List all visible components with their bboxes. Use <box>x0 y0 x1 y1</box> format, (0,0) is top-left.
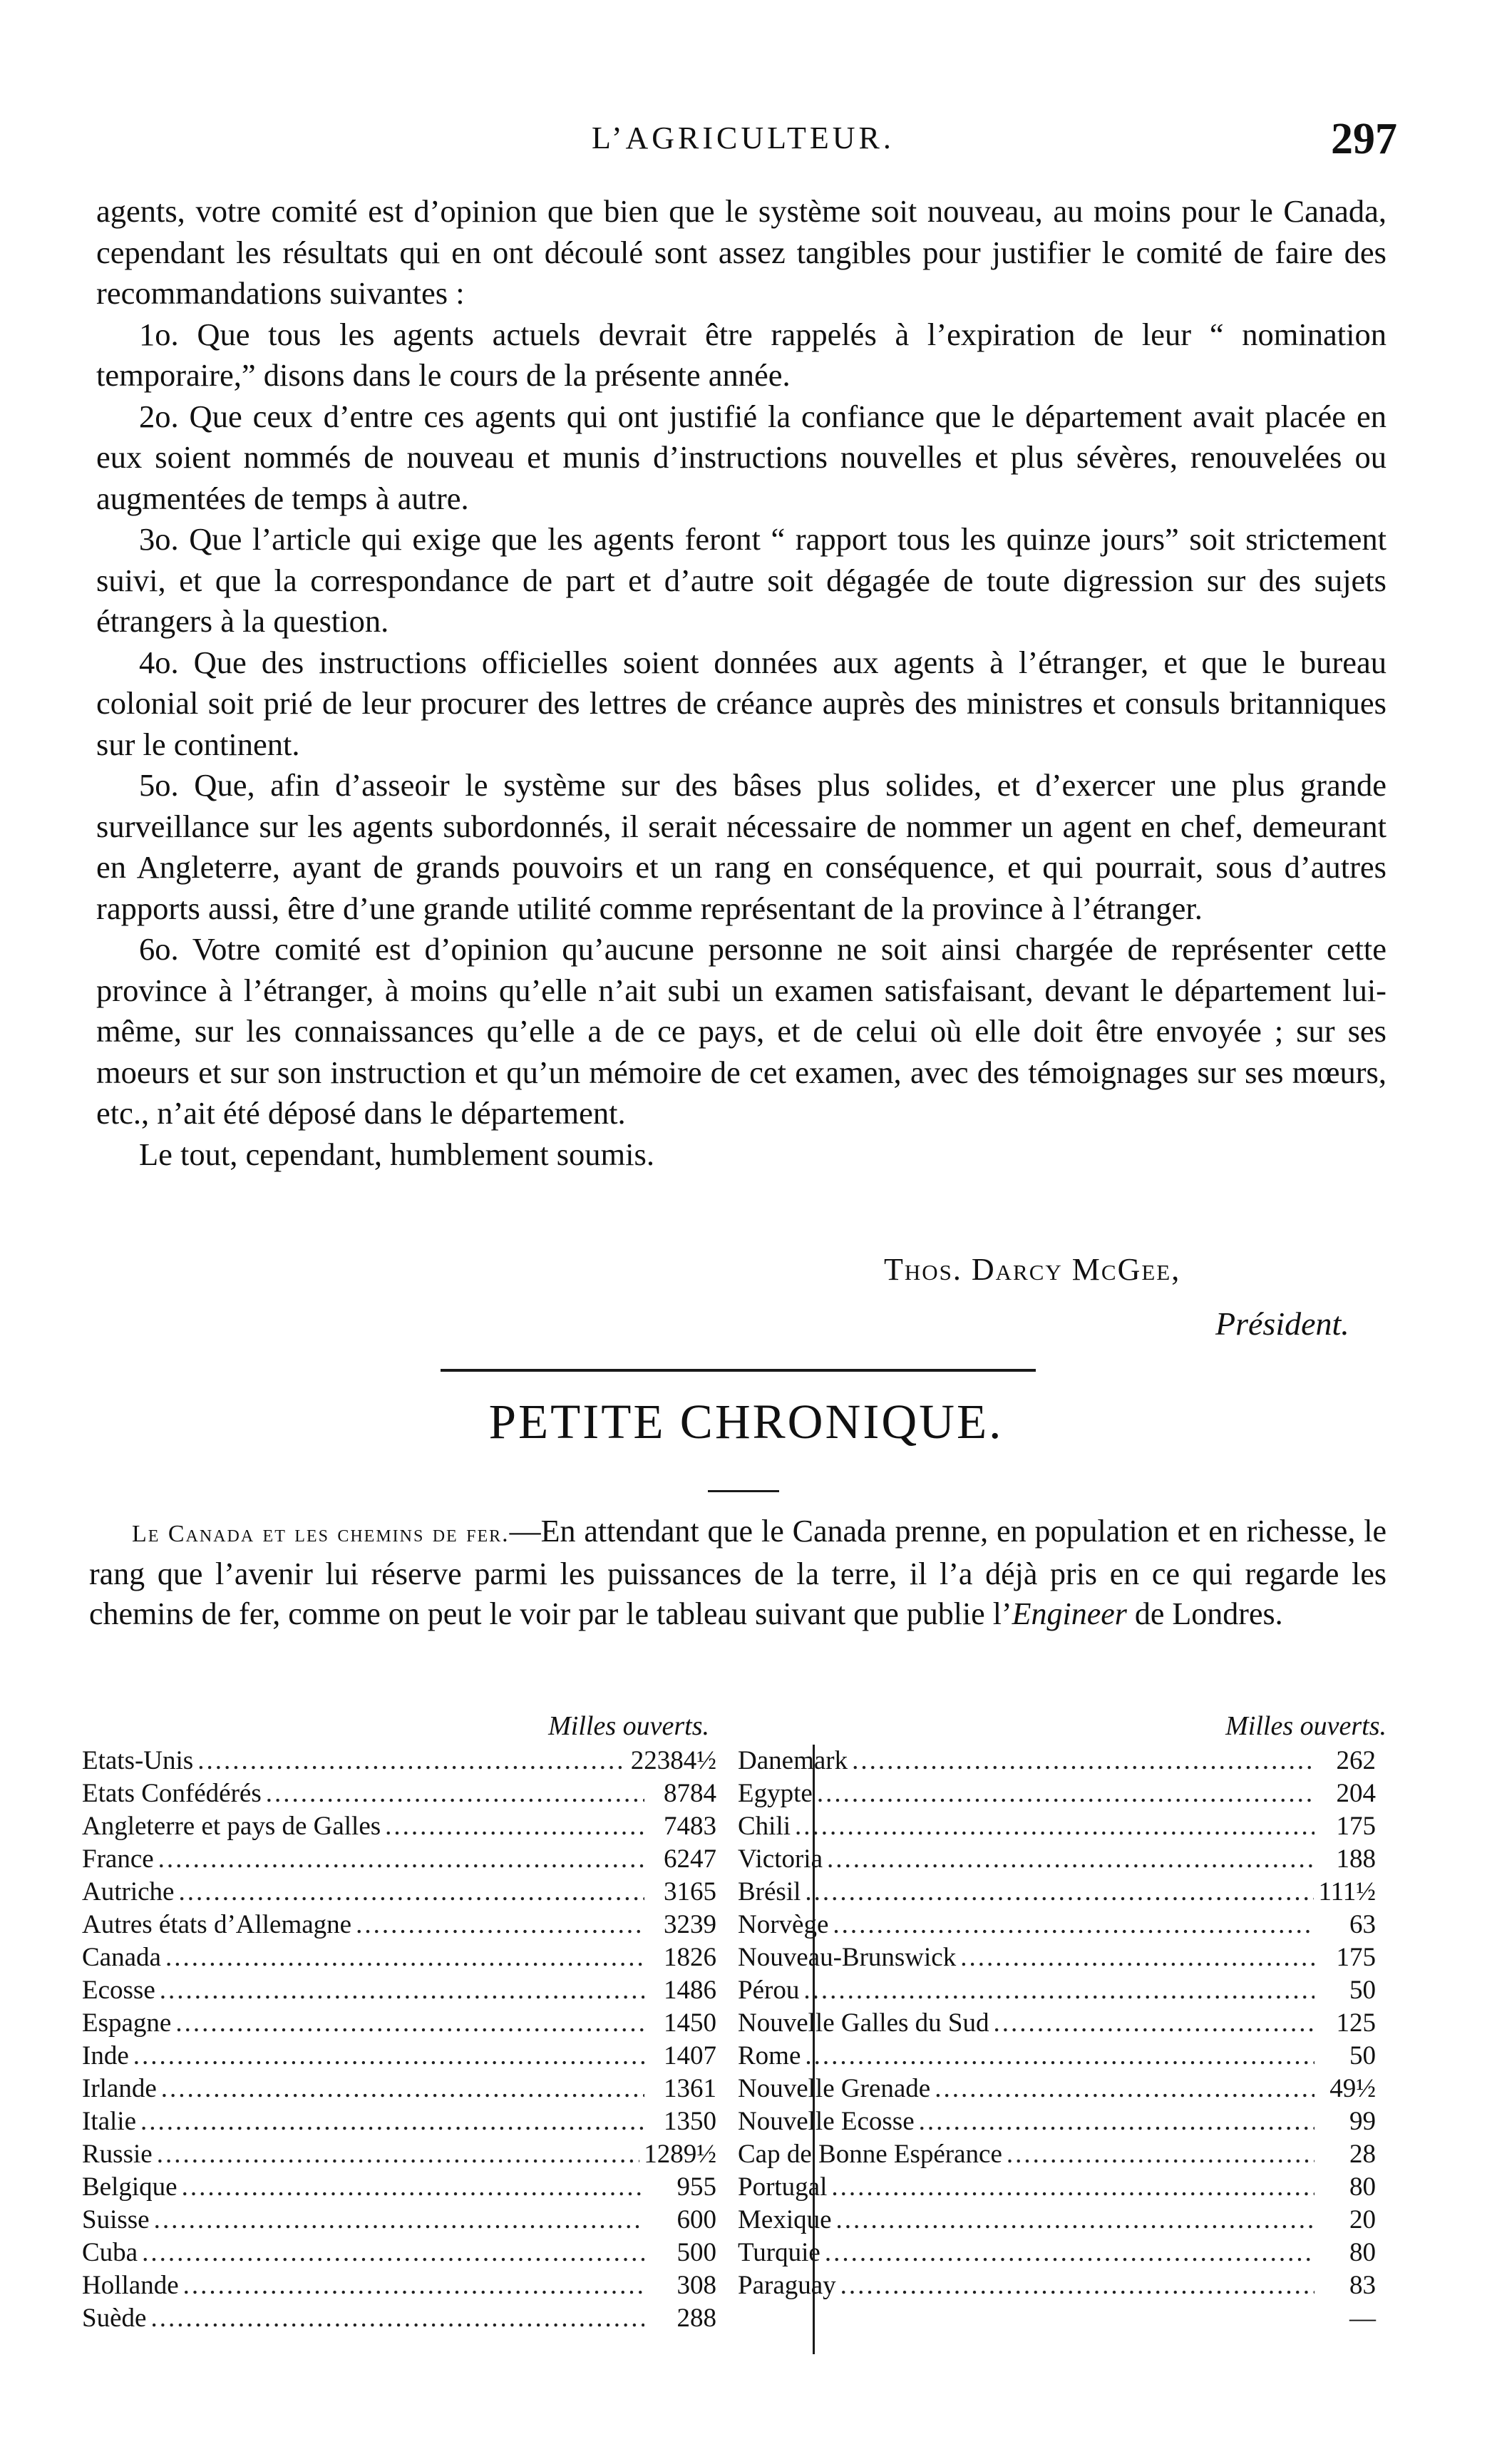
table-row <box>82 2171 716 2204</box>
country-name: Rome <box>738 2041 801 2070</box>
miles-value: 6247 <box>664 1844 716 1874</box>
country-name: Belgique <box>82 2172 178 2202</box>
leader-dots <box>836 2204 1314 2237</box>
leader-dots <box>827 1843 1314 1876</box>
miles-value: 188 <box>1336 1844 1376 1874</box>
country-name: Turquie <box>738 2238 820 2267</box>
leader-dots <box>960 1941 1314 1974</box>
table-row <box>82 2007 716 2040</box>
leader-dots <box>356 1909 644 1941</box>
table-row <box>738 2204 1394 2237</box>
table-row <box>738 1777 1394 1810</box>
country-name: Portugal <box>738 2172 828 2202</box>
country-name: Autres états d’Allemagne <box>82 1910 352 1939</box>
table-row <box>738 2302 1394 2335</box>
signature-name: Thos. Darcy McGee, <box>884 1252 1181 1287</box>
miles-value: 7483 <box>664 1812 716 1841</box>
miles-value: 20 <box>1349 2205 1376 2234</box>
country-name: Espagne <box>82 2008 172 2038</box>
miles-value: 80 <box>1349 2238 1376 2267</box>
table-row <box>738 2105 1394 2138</box>
miles-value: 500 <box>676 2238 716 2267</box>
recommendation-4: 4o. Que des instructions officielles soient données aux agents à l’étranger, et que le bureau colonial soit prié de leur procurer des lettres de créance auprès des ministres et consuls britanniques sur le continent. <box>96 644 1386 762</box>
leader-dots <box>197 1745 627 1777</box>
table-row <box>738 1745 1394 1777</box>
intro-lead: Le Canada et les chemins de fer. <box>132 1521 510 1547</box>
closing-line: Le tout, cependant, humblement soumis. <box>139 1136 654 1172</box>
table-row <box>82 2040 716 2073</box>
miles-value: 262 <box>1336 1746 1376 1775</box>
intro-text: —En attendant que le Canada prenne, en population et en richesse, le rang que l’avenir lui réserve parmi les puissances de la terre, il l’a déjà pris en ce qui regarde les chemins de fer, comme on peut le voir par le tableau suivant que publie l’ <box>89 1514 1386 1631</box>
miles-value: 204 <box>1336 1779 1376 1808</box>
country-name: Autriche <box>82 1877 175 1906</box>
table-row <box>82 2073 716 2105</box>
leader-dots <box>165 1941 644 1974</box>
miles-value: 50 <box>1349 1976 1376 2005</box>
miles-value: 1289½ <box>644 2140 716 2169</box>
leader-dots <box>833 1909 1314 1941</box>
miles-value: 80 <box>1349 2172 1376 2202</box>
table-row <box>738 2138 1394 2171</box>
leader-dots <box>183 2269 644 2302</box>
country-name: Etats Confédérés <box>82 1779 262 1808</box>
report-body <box>96 191 1386 1175</box>
table-row <box>82 2302 716 2335</box>
leader-dots <box>803 1974 1314 2007</box>
table-row <box>82 2269 716 2302</box>
miles-value: 1361 <box>664 2074 716 2103</box>
chronicle-intro <box>89 1511 1386 1634</box>
table-row <box>738 2237 1394 2269</box>
intro-text-end: de Londres. <box>1126 1596 1283 1631</box>
table-row <box>738 2073 1394 2105</box>
country-name: Cuba <box>82 2238 138 2267</box>
recommendation-1: 1o. Que tous les agents actuels devrait être rappelés à l’expiration de leur “ nomination temporaire,” disons dans le cours de la présente année. <box>96 316 1386 393</box>
table-column-left <box>82 1708 716 2335</box>
miles-value: 125 <box>1336 2008 1376 2038</box>
leader-dots <box>852 1745 1314 1777</box>
table-row <box>82 1909 716 1941</box>
miles-value: 111½ <box>1318 1877 1376 1906</box>
country-name: Nouvelle Ecosse <box>738 2107 915 2136</box>
intro-italic: Engineer <box>1012 1596 1127 1631</box>
country-name: Pérou <box>738 1976 800 2005</box>
leader-dots <box>1007 2138 1314 2171</box>
leader-dots <box>795 1810 1314 1843</box>
country-name: Hollande <box>82 2271 179 2300</box>
miles-value: 1350 <box>664 2107 716 2136</box>
country-name: Suisse <box>82 2205 150 2234</box>
leader-dots <box>840 2269 1314 2302</box>
leader-dots <box>157 2138 640 2171</box>
miles-value: — <box>1349 2304 1376 2333</box>
country-name: Paraguay <box>738 2271 836 2300</box>
section-title: PETITE CHRONIQUE. <box>488 1395 1004 1449</box>
leader-dots <box>182 2171 644 2204</box>
country-name: Mexique <box>738 2205 832 2234</box>
paragraph-continuation: agents, votre comité est d’opinion que bien que le système soit nouveau, au moins pour le Canada, cependant les résultats qui en ont découlé sont assez tangibles pour justifier le comité de faire des recommandations suivantes : <box>96 193 1386 311</box>
miles-value: 3165 <box>664 1877 716 1906</box>
miles-value: 83 <box>1349 2271 1376 2300</box>
leader-dots <box>805 1876 1314 1909</box>
miles-value: 1450 <box>664 2008 716 2038</box>
table-row <box>82 1941 716 1974</box>
country-name: Victoria <box>738 1844 823 1874</box>
table-row <box>738 1941 1394 1974</box>
country-name: Italie <box>82 2107 137 2136</box>
railway-miles-table <box>82 1708 1394 2349</box>
leader-dots <box>935 2073 1314 2105</box>
leader-dots <box>817 1777 1314 1810</box>
table-row <box>82 2204 716 2237</box>
table-row <box>738 1974 1394 2007</box>
page-number: 297 <box>1331 115 1397 163</box>
page-header <box>86 114 1397 171</box>
table-column-right <box>738 1708 1394 2335</box>
leader-dots <box>158 1843 644 1876</box>
miles-value: 175 <box>1336 1943 1376 1972</box>
miles-value: 1407 <box>664 2041 716 2070</box>
miles-value: 600 <box>676 2205 716 2234</box>
country-name: Nouvelle Grenade <box>738 2074 931 2103</box>
leader-dots <box>160 1974 644 2007</box>
miles-value: 955 <box>676 2172 716 2202</box>
miles-value: 28 <box>1349 2140 1376 2169</box>
miles-value: 99 <box>1349 2107 1376 2136</box>
miles-value: 22384½ <box>630 1746 716 1775</box>
country-name: Inde <box>82 2041 129 2070</box>
leader-dots <box>175 2007 644 2040</box>
country-name: France <box>82 1844 154 1874</box>
country-name: Chili <box>738 1812 791 1841</box>
table-row <box>738 1876 1394 1909</box>
country-name: Suède <box>82 2304 147 2333</box>
signature-title: Président. <box>1215 1305 1349 1342</box>
miles-value: 1826 <box>664 1943 716 1972</box>
leader-dots <box>133 2040 644 2073</box>
leader-dots <box>385 1810 644 1843</box>
leader-dots <box>919 2105 1314 2138</box>
leader-dots <box>142 2237 644 2269</box>
miles-value: 288 <box>676 2304 716 2333</box>
leader-dots <box>993 2007 1314 2040</box>
table-row <box>82 2237 716 2269</box>
recommendation-2: 2o. Que ceux d’entre ces agents qui ont justifié la confiance que le département avait placée en eux soient nommés de nouveau et munis d’instructions nouvelles et plus sévères, renouvelées ou augmentées de temps à autre. <box>96 398 1386 516</box>
section-divider-rule <box>441 1369 1036 1372</box>
table-row <box>82 1974 716 2007</box>
miles-value: 175 <box>1336 1812 1376 1841</box>
country-name: Brésil <box>738 1877 801 1906</box>
country-name: Norvège <box>738 1910 829 1939</box>
country-name: Egypte <box>738 1779 813 1808</box>
running-head: L’AGRICULTEUR. <box>592 120 895 155</box>
leader-dots <box>825 2237 1314 2269</box>
table-row <box>82 1810 716 1843</box>
table-row <box>738 2269 1394 2302</box>
table-row <box>82 2105 716 2138</box>
leader-dots <box>161 2073 644 2105</box>
leader-dots <box>266 1777 644 1810</box>
table-row <box>82 1876 716 1909</box>
country-name: Nouveau-Brunswick <box>738 1943 957 1972</box>
column-header: Milles ouverts. <box>548 1711 709 1741</box>
table-row <box>738 2171 1394 2204</box>
country-name: Etats-Unis <box>82 1746 194 1775</box>
table-row <box>738 1909 1394 1941</box>
leader-dots <box>831 2171 1314 2204</box>
table-row <box>82 2138 716 2171</box>
recommendation-5: 5o. Que, afin d’asseoir le système sur des bâses plus solides, et d’exercer une plus grande surveillance sur les agents subordonnés, il serait nécessaire de nommer un agent en chef, demeurant en Angleterre, ayant de grands pouvoirs et un rang en conséquence, et qui pourrait, sous d’autres rapports aussi, être d’une grande utilité comme représentant de la province à l’étranger. <box>96 767 1386 926</box>
recommendation-6: 6o. Votre comité est d’opinion qu’aucune personne ne soit ainsi chargée de représenter cette province à l’étranger, à moins qu’elle n’ait subi un examen satisfaisant, devant le département lui-même, sur les connaissances qu’elle a de ce pays, et de celui où elle doit être envoyée ; sur ses moeurs et sur son instruction et qu’un mémoire de cet examen, avec des témoignages sur ses mœurs, etc., n’ait été déposé dans le département. <box>96 931 1386 1131</box>
miles-value: 1486 <box>664 1976 716 2005</box>
miles-value: 63 <box>1349 1910 1376 1939</box>
country-name: Danemark <box>738 1746 848 1775</box>
miles-value: 49½ <box>1329 2074 1376 2103</box>
miles-value: 50 <box>1349 2041 1376 2070</box>
table-row <box>82 1843 716 1876</box>
country-name: Irlande <box>82 2074 157 2103</box>
miles-value: 308 <box>676 2271 716 2300</box>
table-row <box>82 1745 716 1777</box>
leader-dots <box>140 2105 644 2138</box>
country-name: Angleterre et pays de Galles <box>82 1812 381 1841</box>
table-row <box>738 1810 1394 1843</box>
country-name: Ecosse <box>82 1976 155 2005</box>
leader-dots <box>178 1876 644 1909</box>
miles-value: 8784 <box>664 1779 716 1808</box>
table-row <box>738 1843 1394 1876</box>
title-underline-rule <box>708 1490 779 1492</box>
country-name: Cap de Bonne Espérance <box>738 2140 1002 2169</box>
table-row <box>82 1777 716 1810</box>
miles-value: 3239 <box>664 1910 716 1939</box>
table-row <box>738 2007 1394 2040</box>
country-name: Nouvelle Galles du Sud <box>738 2008 989 2038</box>
country-name: Canada <box>82 1943 161 1972</box>
table-row <box>738 2040 1394 2073</box>
country-name: Russie <box>82 2140 153 2169</box>
leader-dots <box>150 2302 644 2335</box>
recommendation-3: 3o. Que l’article qui exige que les agents feront “ rapport tous les quinze jours” soit strictement suivi, et que la correspondance de part et d’autre soit dégagée de toute digression sur des sujets étrangers à la question. <box>96 521 1386 639</box>
leader-dots <box>805 2040 1314 2073</box>
column-header: Milles ouverts. <box>1225 1711 1386 1741</box>
leader-dots <box>154 2204 644 2237</box>
